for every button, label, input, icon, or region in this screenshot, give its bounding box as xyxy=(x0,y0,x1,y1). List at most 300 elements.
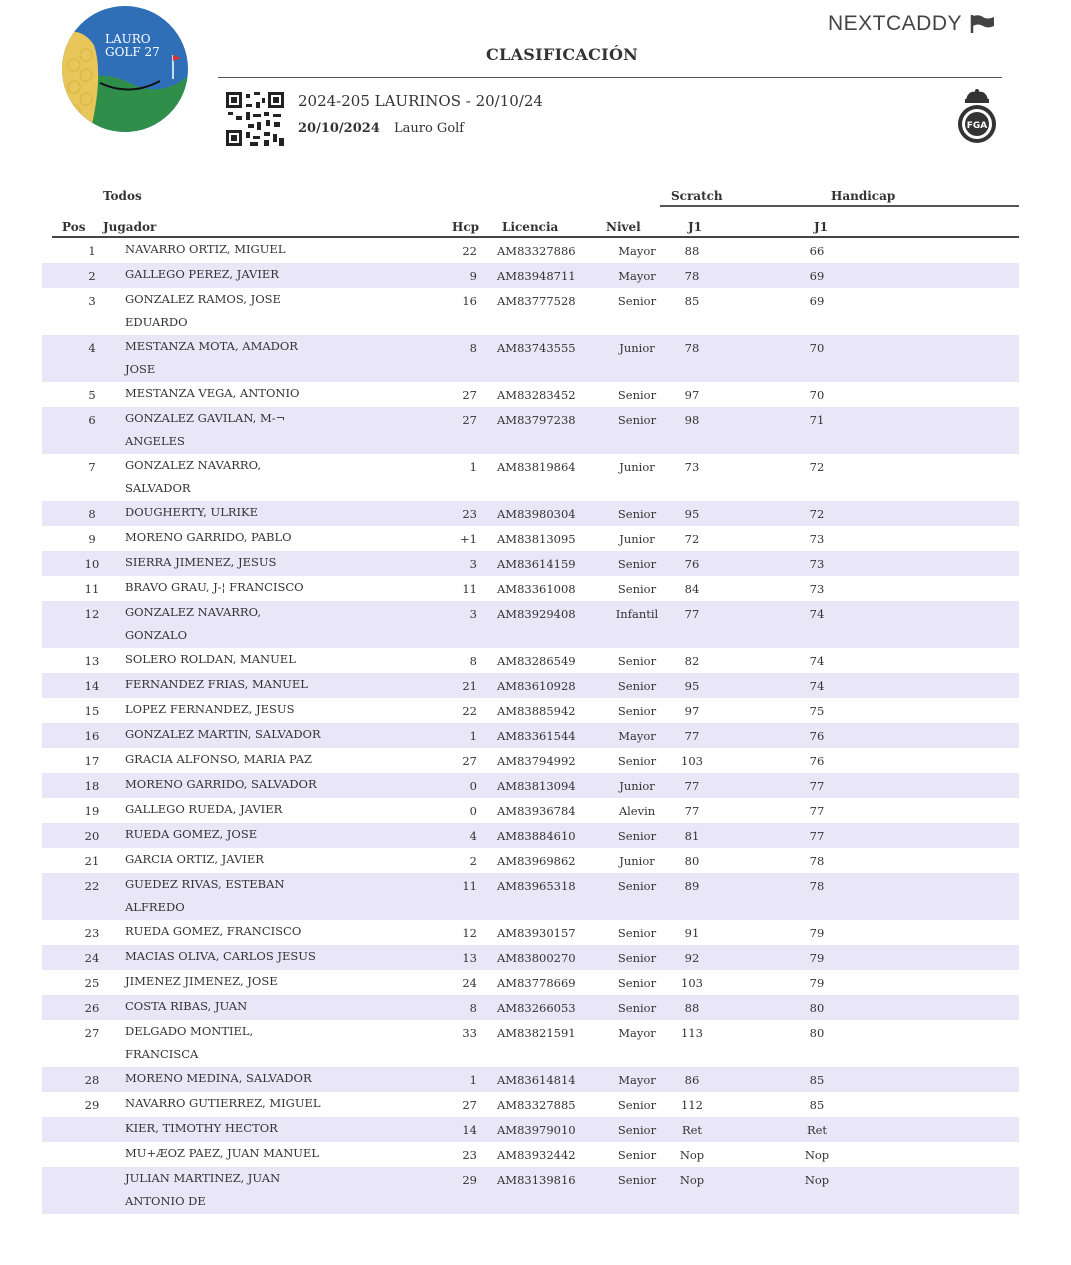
page-title: CLASIFICACIÓN xyxy=(486,45,639,64)
handicap-score-cell: 80 xyxy=(809,1001,825,1015)
player-name-line1: GUEDEZ RIVAS, ESTEBAN xyxy=(125,877,285,891)
scratch-score-cell: 95 xyxy=(684,507,700,521)
handicap-index-cell: +1 xyxy=(460,532,477,546)
group-divider xyxy=(660,205,1019,207)
license-cell: AM83283452 xyxy=(497,388,576,402)
level-cell: Junior xyxy=(619,854,655,868)
player-name-cell xyxy=(125,263,279,286)
level-cell: Junior xyxy=(619,532,655,546)
scratch-score-cell: 76 xyxy=(684,557,700,571)
level-cell: Mayor xyxy=(618,269,656,283)
table-row xyxy=(42,1092,1019,1117)
handicap-index-cell: 8 xyxy=(469,654,477,668)
scratch-score-cell: 85 xyxy=(684,294,700,308)
player-name-cell xyxy=(125,945,316,968)
license-cell: AM83797238 xyxy=(497,413,576,427)
column-header-handicap-j1: J1 xyxy=(814,220,829,234)
scratch-score-cell: 78 xyxy=(684,269,700,283)
handicap-score-cell: 70 xyxy=(809,341,825,355)
handicap-index-cell: 27 xyxy=(462,754,477,768)
player-name-cell xyxy=(125,848,264,871)
level-cell: Junior xyxy=(619,779,655,793)
player-name-cell xyxy=(125,407,285,453)
table-row xyxy=(42,920,1019,945)
player-name-line1: GONZALEZ RAMOS, JOSE xyxy=(125,292,281,306)
rfga-text: FGA xyxy=(966,121,988,131)
player-name-cell xyxy=(125,1142,319,1165)
level-cell: Senior xyxy=(617,507,657,521)
handicap-score-cell: 77 xyxy=(809,829,825,843)
handicap-score-cell: 69 xyxy=(809,269,825,283)
license-cell: AM83614814 xyxy=(497,1073,576,1087)
column-header-scratch-j1: J1 xyxy=(688,220,703,234)
position-cell: 10 xyxy=(84,557,100,571)
position-cell: 29 xyxy=(84,1098,100,1112)
player-name-line1: JULIAN MARTINEZ, JUAN xyxy=(125,1171,281,1185)
scratch-score-cell: 82 xyxy=(684,654,700,668)
table-row xyxy=(42,945,1019,970)
player-name-line2: EDUARDO xyxy=(125,315,188,329)
license-cell: AM83778669 xyxy=(497,976,576,990)
license-cell: AM83800270 xyxy=(497,951,576,965)
table-row xyxy=(42,551,1019,576)
level-cell: Senior xyxy=(617,654,657,668)
logo-text-line2: GOLF 27 xyxy=(105,45,160,59)
player-name-cell xyxy=(125,748,312,771)
event-name: 2024-205 LAURINOS - 20/10/24 xyxy=(298,92,543,110)
title-divider xyxy=(218,77,1002,78)
table-row xyxy=(42,698,1019,723)
brand-name: NEXTCADDY xyxy=(828,12,963,35)
handicap-index-cell: 0 xyxy=(469,779,477,793)
scratch-score-cell: 81 xyxy=(684,829,700,843)
license-cell: AM83813094 xyxy=(497,779,576,793)
player-name-cell xyxy=(125,648,296,671)
license-cell: AM83794992 xyxy=(497,754,576,768)
position-cell: 15 xyxy=(84,704,100,718)
player-name-line1: DELGADO MONTIEL, xyxy=(125,1024,254,1038)
player-name-line1: MU+ÆOZ PAEZ, JUAN MANUEL xyxy=(125,1146,320,1160)
handicap-index-cell: 11 xyxy=(462,582,477,596)
position-cell: 12 xyxy=(84,607,100,621)
handicap-score-cell: 72 xyxy=(809,507,825,521)
handicap-score-cell: 79 xyxy=(809,926,825,940)
level-cell: Senior xyxy=(617,879,657,893)
column-header-license: Licencia xyxy=(502,220,559,234)
event-date: 20/10/2024 xyxy=(298,121,380,136)
level-cell: Mayor xyxy=(618,244,656,258)
position-cell: 9 xyxy=(88,532,96,546)
handicap-score-cell: 80 xyxy=(809,1026,825,1040)
handicap-index-cell: 9 xyxy=(469,269,477,283)
flag-icon xyxy=(970,14,996,34)
player-name-line1: SIERRA JIMENEZ, JESUS xyxy=(125,555,277,569)
player-name-cell xyxy=(125,723,321,746)
nextcaddy-brand xyxy=(828,12,996,36)
level-cell: Infantil xyxy=(615,607,659,621)
handicap-score-cell: 76 xyxy=(809,754,825,768)
scratch-score-cell: 92 xyxy=(684,951,700,965)
table-row xyxy=(42,773,1019,798)
table-row xyxy=(42,1117,1019,1142)
handicap-score-cell: 73 xyxy=(809,557,825,571)
player-name-line1: GONZALEZ MARTIN, SALVADOR xyxy=(125,727,321,741)
position-cell: 18 xyxy=(84,779,100,793)
license-cell: AM83743555 xyxy=(497,341,576,355)
player-name-line1: GALLEGO PEREZ, JAVIER xyxy=(125,267,279,281)
player-name-line1: GONZALEZ NAVARRO, xyxy=(125,458,262,472)
player-name-line2: GONZALO xyxy=(125,628,188,642)
player-name-line2: JOSE xyxy=(125,362,156,376)
license-cell: AM83821591 xyxy=(497,1026,576,1040)
column-header-level: Nivel xyxy=(606,220,641,234)
position-cell: 3 xyxy=(88,294,96,308)
handicap-index-cell: 0 xyxy=(469,804,477,818)
handicap-index-cell: 1 xyxy=(469,1073,477,1087)
scratch-score-cell: 112 xyxy=(681,1098,703,1112)
table-row xyxy=(42,288,1019,335)
scratch-score-cell: 103 xyxy=(681,976,703,990)
player-name-line1: BRAVO GRAU, J-¦ FRANCISCO xyxy=(125,580,304,594)
player-name-line2: SALVADOR xyxy=(125,481,191,495)
table-row xyxy=(42,335,1019,382)
table-row xyxy=(42,601,1019,648)
level-cell: Senior xyxy=(617,1173,657,1187)
table-row xyxy=(42,1167,1019,1214)
position-cell: 17 xyxy=(84,754,100,768)
license-cell: AM83327886 xyxy=(497,244,576,258)
table-row xyxy=(42,970,1019,995)
table-row xyxy=(42,454,1019,501)
player-name-cell xyxy=(125,873,285,919)
handicap-score-cell: 74 xyxy=(809,607,825,621)
player-name-line2: ANTONIO DE xyxy=(125,1194,206,1208)
player-name-cell xyxy=(125,601,261,647)
license-cell: AM83139816 xyxy=(497,1173,576,1187)
handicap-index-cell: 24 xyxy=(462,976,477,990)
player-name-line1: MORENO GARRIDO, PABLO xyxy=(125,530,292,544)
player-name-cell xyxy=(125,1167,280,1213)
license-cell: AM83361544 xyxy=(497,729,576,743)
player-name-line1: COSTA RIBAS, JUAN xyxy=(125,999,248,1013)
scratch-score-cell: 97 xyxy=(684,704,700,718)
handicap-index-cell: 12 xyxy=(462,926,477,940)
table-row xyxy=(42,263,1019,288)
position-cell: 26 xyxy=(84,1001,100,1015)
handicap-score-cell: 69 xyxy=(809,294,825,308)
handicap-index-cell: 11 xyxy=(462,879,477,893)
scratch-score-cell: 77 xyxy=(684,804,700,818)
license-cell: AM83965318 xyxy=(497,879,576,893)
level-cell: Mayor xyxy=(618,729,656,743)
handicap-score-cell: 76 xyxy=(809,729,825,743)
level-cell: Senior xyxy=(617,388,657,402)
position-cell: 27 xyxy=(84,1026,100,1040)
logo-text-line1: LAURO xyxy=(105,32,151,46)
level-cell: Mayor xyxy=(618,1073,656,1087)
handicap-score-cell: 77 xyxy=(809,804,825,818)
player-name-line1: GRACIA ALFONSO, MARIA PAZ xyxy=(125,752,313,766)
handicap-index-cell: 23 xyxy=(462,507,477,521)
rfga-crest-icon xyxy=(954,88,1000,144)
level-cell: Senior xyxy=(617,1123,657,1137)
scratch-score-cell: Nop xyxy=(679,1148,705,1162)
table-row xyxy=(42,995,1019,1020)
position-cell: 1 xyxy=(88,244,96,258)
handicap-score-cell: Nop xyxy=(804,1173,830,1187)
position-cell: 23 xyxy=(84,926,100,940)
scratch-score-cell: 113 xyxy=(681,1026,703,1040)
handicap-index-cell: 8 xyxy=(469,341,477,355)
player-name-cell xyxy=(125,823,257,846)
player-name-cell xyxy=(125,526,292,549)
handicap-index-cell: 16 xyxy=(462,294,477,308)
position-cell: 24 xyxy=(84,951,100,965)
handicap-index-cell: 14 xyxy=(462,1123,477,1137)
license-cell: AM83932442 xyxy=(497,1148,576,1162)
position-cell: 22 xyxy=(84,879,100,893)
player-name-line1: MESTANZA VEGA, ANTONIO xyxy=(125,386,300,400)
position-cell: 16 xyxy=(84,729,100,743)
handicap-score-cell: 79 xyxy=(809,951,825,965)
table-row xyxy=(42,723,1019,748)
player-name-line1: NAVARRO GUTIERREZ, MIGUEL xyxy=(125,1096,321,1110)
player-name-line1: MORENO MEDINA, SALVADOR xyxy=(125,1071,312,1085)
handicap-score-cell: 73 xyxy=(809,582,825,596)
group-label: Todos xyxy=(103,189,142,203)
player-name-cell xyxy=(125,970,278,993)
qr-code-icon xyxy=(226,92,284,146)
table-row xyxy=(42,748,1019,773)
player-name-line1: NAVARRO ORTIZ, MIGUEL xyxy=(125,242,286,256)
scratch-score-cell: 95 xyxy=(684,679,700,693)
license-cell: AM83979010 xyxy=(497,1123,576,1137)
handicap-index-cell: 23 xyxy=(462,1148,477,1162)
player-name-cell xyxy=(125,698,294,721)
level-cell: Mayor xyxy=(618,1026,656,1040)
license-cell: AM83266053 xyxy=(497,1001,576,1015)
player-name-cell xyxy=(125,382,299,405)
handicap-index-cell: 21 xyxy=(462,679,477,693)
handicap-score-cell: 78 xyxy=(809,879,825,893)
handicap-index-cell: 1 xyxy=(469,460,477,474)
handicap-index-cell: 3 xyxy=(469,557,477,571)
player-name-line1: FERNANDEZ FRIAS, MANUEL xyxy=(125,677,308,691)
handicap-index-cell: 8 xyxy=(469,1001,477,1015)
position-cell: 13 xyxy=(84,654,100,668)
level-cell: Senior xyxy=(617,951,657,965)
player-name-line1: GALLEGO RUEDA, JAVIER xyxy=(125,802,283,816)
player-name-cell xyxy=(125,798,282,821)
license-cell: AM83813095 xyxy=(497,532,576,546)
table-row xyxy=(42,648,1019,673)
scratch-score-cell: 84 xyxy=(684,582,700,596)
license-cell: AM83936784 xyxy=(497,804,576,818)
handicap-score-cell: 73 xyxy=(809,532,825,546)
level-cell: Senior xyxy=(617,557,657,571)
player-name-line2: ALFREDO xyxy=(125,900,185,914)
column-header-hcp: Hcp xyxy=(452,220,480,234)
scratch-score-cell: 77 xyxy=(684,779,700,793)
handicap-score-cell: Ret xyxy=(806,1123,828,1137)
table-row xyxy=(42,873,1019,920)
table-row xyxy=(42,1020,1019,1067)
handicap-score-cell: 70 xyxy=(809,388,825,402)
player-name-cell xyxy=(125,238,285,261)
table-row xyxy=(42,526,1019,551)
position-cell: 4 xyxy=(88,341,96,355)
handicap-index-cell: 4 xyxy=(469,829,477,843)
position-cell: 2 xyxy=(88,269,96,283)
handicap-index-cell: 27 xyxy=(462,388,477,402)
handicap-index-cell: 22 xyxy=(462,704,477,718)
license-cell: AM83969862 xyxy=(497,854,576,868)
level-cell: Senior xyxy=(617,754,657,768)
handicap-score-cell: 72 xyxy=(809,460,825,474)
handicap-index-cell: 13 xyxy=(462,951,477,965)
handicap-score-cell: 75 xyxy=(809,704,825,718)
scratch-score-cell: 78 xyxy=(684,341,700,355)
event-venue: Lauro Golf xyxy=(394,121,465,136)
scratch-score-cell: 77 xyxy=(684,729,700,743)
handicap-score-cell: 85 xyxy=(809,1073,825,1087)
handicap-index-cell: 27 xyxy=(462,1098,477,1112)
level-cell: Senior xyxy=(617,1148,657,1162)
position-cell: 28 xyxy=(84,1073,100,1087)
scratch-score-cell: 80 xyxy=(684,854,700,868)
table-row xyxy=(42,848,1019,873)
license-cell: AM83361008 xyxy=(497,582,576,596)
license-cell: AM83327885 xyxy=(497,1098,576,1112)
table-row xyxy=(42,576,1019,601)
position-cell: 7 xyxy=(88,460,96,474)
handicap-index-cell: 1 xyxy=(469,729,477,743)
handicap-score-cell: 66 xyxy=(809,244,825,258)
scratch-score-cell: 72 xyxy=(684,532,700,546)
position-cell: 6 xyxy=(88,413,96,427)
player-name-line1: JIMENEZ JIMENEZ, JOSE xyxy=(125,974,278,988)
player-name-line2: FRANCISCA xyxy=(125,1047,199,1061)
table-row xyxy=(42,673,1019,698)
handicap-score-cell: 74 xyxy=(809,679,825,693)
handicap-label: Handicap xyxy=(831,189,896,203)
level-cell: Junior xyxy=(619,460,655,474)
level-cell: Senior xyxy=(617,1001,657,1015)
position-cell: 21 xyxy=(84,854,100,868)
scratch-score-cell: 73 xyxy=(684,460,700,474)
player-name-cell xyxy=(125,673,308,696)
player-name-line1: SOLERO ROLDAN, MANUEL xyxy=(125,652,296,666)
level-cell: Senior xyxy=(617,294,657,308)
player-name-line1: MORENO GARRIDO, SALVADOR xyxy=(125,777,317,791)
player-name-line1: RUEDA GOMEZ, JOSE xyxy=(125,827,258,841)
handicap-score-cell: 78 xyxy=(809,854,825,868)
player-name-line1: GARCIA ORTIZ, JAVIER xyxy=(125,852,264,866)
player-name-cell xyxy=(125,288,281,334)
license-cell: AM83930157 xyxy=(497,926,576,940)
scratch-label: Scratch xyxy=(671,189,723,203)
table-row xyxy=(42,238,1019,263)
table-row xyxy=(42,407,1019,454)
scratch-score-cell: Nop xyxy=(679,1173,705,1187)
player-name-line1: GONZALEZ GAVILAN, M-¬ xyxy=(125,411,286,425)
table-row xyxy=(42,501,1019,526)
player-name-line1: LOPEZ FERNANDEZ, JESUS xyxy=(125,702,295,716)
event-meta xyxy=(298,121,464,136)
player-name-cell xyxy=(125,576,304,599)
table-row xyxy=(42,798,1019,823)
level-cell: Senior xyxy=(617,679,657,693)
scratch-score-cell: 103 xyxy=(681,754,703,768)
license-cell: AM83614159 xyxy=(497,557,576,571)
scratch-score-cell: 88 xyxy=(684,244,700,258)
handicap-score-cell: Nop xyxy=(804,1148,830,1162)
position-cell: 5 xyxy=(88,388,96,402)
scratch-score-cell: 98 xyxy=(684,413,700,427)
level-cell: Senior xyxy=(617,582,657,596)
license-cell: AM83980304 xyxy=(497,507,576,521)
license-cell: AM83286549 xyxy=(497,654,576,668)
table-row xyxy=(42,1142,1019,1167)
player-name-cell xyxy=(125,1067,312,1090)
handicap-index-cell: 29 xyxy=(462,1173,477,1187)
level-cell: Junior xyxy=(619,341,655,355)
scratch-score-cell: 97 xyxy=(684,388,700,402)
scratch-score-cell: 86 xyxy=(684,1073,700,1087)
player-name-cell xyxy=(125,1117,278,1140)
handicap-index-cell: 27 xyxy=(462,413,477,427)
handicap-score-cell: 85 xyxy=(809,1098,825,1112)
table-row xyxy=(42,823,1019,848)
scratch-score-cell: 88 xyxy=(684,1001,700,1015)
position-cell: 20 xyxy=(84,829,100,843)
player-name-line1: RUEDA GOMEZ, FRANCISCO xyxy=(125,924,302,938)
player-name-line1: GONZALEZ NAVARRO, xyxy=(125,605,262,619)
table-row xyxy=(42,382,1019,407)
license-cell: AM83884610 xyxy=(497,829,576,843)
scratch-score-cell: 91 xyxy=(684,926,700,940)
scratch-score-cell: 77 xyxy=(684,607,700,621)
player-name-cell xyxy=(125,454,261,500)
license-cell: AM83948711 xyxy=(497,269,576,283)
scratch-score-cell: Ret xyxy=(681,1123,703,1137)
handicap-score-cell: 74 xyxy=(809,654,825,668)
player-name-cell xyxy=(125,995,247,1018)
handicap-index-cell: 33 xyxy=(462,1026,477,1040)
level-cell: Senior xyxy=(617,976,657,990)
position-cell: 19 xyxy=(84,804,100,818)
player-name-line1: KIER, TIMOTHY HECTOR xyxy=(125,1121,278,1135)
level-cell: Senior xyxy=(617,704,657,718)
handicap-index-cell: 22 xyxy=(462,244,477,258)
license-cell: AM83777528 xyxy=(497,294,576,308)
player-name-cell xyxy=(125,551,276,574)
position-cell: 14 xyxy=(84,679,100,693)
level-cell: Senior xyxy=(617,926,657,940)
handicap-index-cell: 3 xyxy=(469,607,477,621)
player-name-line1: MACIAS OLIVA, CARLOS JESUS xyxy=(125,949,316,963)
license-cell: AM83610928 xyxy=(497,679,576,693)
handicap-score-cell: 79 xyxy=(809,976,825,990)
handicap-score-cell: 77 xyxy=(809,779,825,793)
player-name-cell xyxy=(125,1092,321,1115)
handicap-score-cell: 71 xyxy=(809,413,825,427)
column-header-pos: Pos xyxy=(62,220,86,234)
position-cell: 8 xyxy=(88,507,96,521)
level-cell: Senior xyxy=(617,829,657,843)
player-name-cell xyxy=(125,501,258,524)
player-name-line2: ANGELES xyxy=(125,434,185,448)
